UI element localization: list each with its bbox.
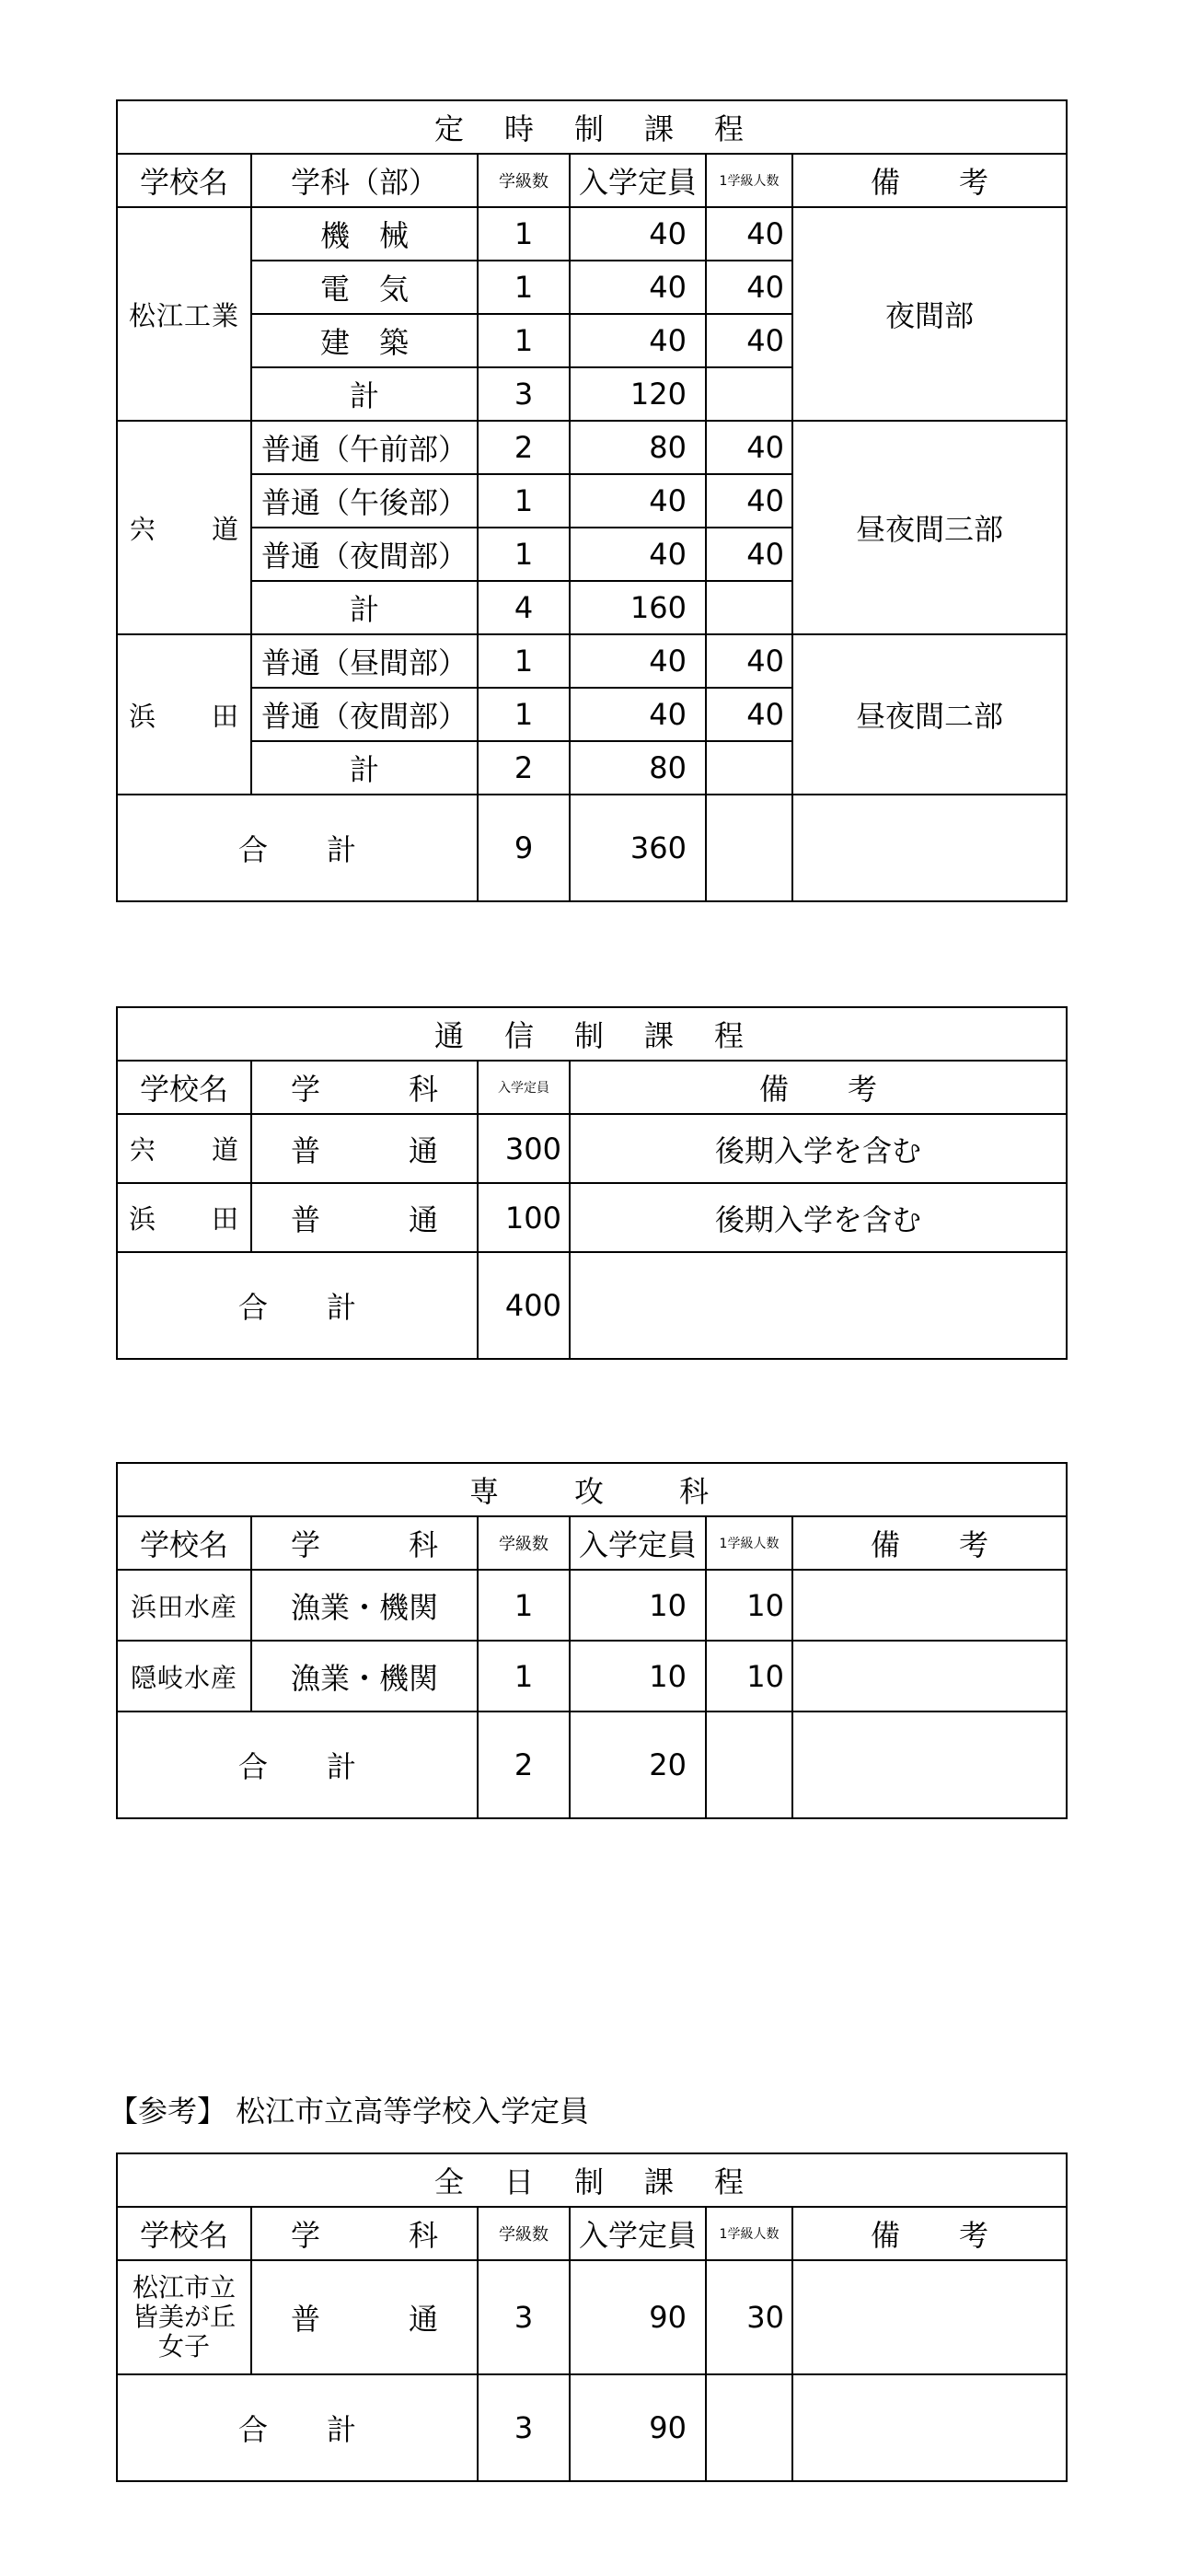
- remarks-cell: 夜間部: [792, 207, 1067, 421]
- empty-cell: [706, 2374, 792, 2481]
- total-row: [117, 1252, 1067, 1359]
- dept-cell: 機 械: [251, 207, 478, 261]
- senko-table: [116, 1462, 1068, 1819]
- school-name: 宍 道: [117, 421, 251, 634]
- total-label: 合 計: [117, 2374, 478, 2481]
- empty-cell: [706, 581, 792, 634]
- capacity-cell: 40: [570, 634, 706, 688]
- total-label: 合 計: [117, 1252, 478, 1359]
- capacity-cell: 90: [570, 2260, 706, 2374]
- capacity-cell: 100: [478, 1183, 570, 1252]
- school-name: 宍 道: [117, 1114, 251, 1183]
- capacity-cell: 40: [570, 688, 706, 741]
- header-school: 学校名: [117, 2207, 251, 2260]
- subtotal-classes: 4: [478, 581, 570, 634]
- total-capacity: 20: [570, 1712, 706, 1818]
- capacity-cell: 40: [570, 261, 706, 314]
- total-classes: 9: [478, 795, 570, 901]
- remarks-cell: [792, 2260, 1067, 2374]
- dept-cell: 普通（午後部）: [251, 474, 478, 528]
- table-row: [117, 421, 1067, 474]
- header-capacity: 入学定員: [570, 1516, 706, 1570]
- total-row: [117, 1712, 1067, 1818]
- subtotal-classes: 2: [478, 741, 570, 795]
- per-class-cell: 10: [706, 1641, 792, 1712]
- header-dept: 学 科: [251, 1061, 478, 1114]
- total-capacity: 400: [478, 1252, 570, 1359]
- total-row: [117, 795, 1067, 901]
- subtotal-label: 計: [251, 741, 478, 795]
- reference-title: 全 日 制 課 程: [117, 2153, 1067, 2207]
- remarks-cell: [792, 1641, 1067, 1712]
- capacity-cell: 40: [570, 528, 706, 581]
- subtotal-capacity: 160: [570, 581, 706, 634]
- classes-cell: 1: [478, 528, 570, 581]
- per-class-cell: 10: [706, 1570, 792, 1641]
- total-capacity: 360: [570, 795, 706, 901]
- header-school: 学校名: [117, 1061, 251, 1114]
- school-name-text: 松江市立皆美が丘女子: [132, 2271, 236, 2362]
- per-class-cell: 40: [706, 207, 792, 261]
- header-remarks: 備 考: [792, 1516, 1067, 1570]
- header-dept: 学科（部）: [251, 154, 478, 207]
- header-classes: 学級数: [478, 154, 570, 207]
- dept-cell: 普 通: [251, 1114, 478, 1183]
- teiji-title: 定 時 制 課 程: [117, 100, 1067, 154]
- header-per-class: 1学級人数: [706, 2207, 792, 2260]
- classes-cell: 1: [478, 314, 570, 367]
- teiji-table: [116, 99, 1068, 902]
- header-remarks: 備 考: [792, 2207, 1067, 2260]
- per-class-cell: 40: [706, 421, 792, 474]
- capacity-cell: 40: [570, 314, 706, 367]
- classes-cell: 2: [478, 421, 570, 474]
- school-name: 隠岐水産: [117, 1641, 251, 1712]
- tsushin-table: [116, 1006, 1068, 1360]
- empty-cell: [706, 741, 792, 795]
- dept-cell: 普通（午前部）: [251, 421, 478, 474]
- classes-cell: 3: [478, 2260, 570, 2374]
- classes-cell: 1: [478, 261, 570, 314]
- dept-cell: 漁業・機関: [251, 1641, 478, 1712]
- subtotal-label: 計: [251, 367, 478, 421]
- header-per-class: 1学級人数: [706, 1516, 792, 1570]
- header-capacity: 入学定員: [478, 1061, 570, 1114]
- empty-cell: [706, 795, 792, 901]
- table-row: [117, 207, 1067, 261]
- header-remarks: 備 考: [792, 154, 1067, 207]
- table-row: [117, 1114, 1067, 1183]
- header-dept: 学 科: [251, 1516, 478, 1570]
- header-school: 学校名: [117, 154, 251, 207]
- subtotal-capacity: 120: [570, 367, 706, 421]
- header-dept: 学 科: [251, 2207, 478, 2260]
- dept-cell: 建 築: [251, 314, 478, 367]
- dept-cell: 普通（昼間部）: [251, 634, 478, 688]
- total-label: 合 計: [117, 795, 478, 901]
- remarks-cell: 後期入学を含む: [570, 1183, 1067, 1252]
- header-classes: 学級数: [478, 2207, 570, 2260]
- classes-cell: 1: [478, 1570, 570, 1641]
- classes-cell: 1: [478, 474, 570, 528]
- school-name: 浜田水産: [117, 1570, 251, 1641]
- school-name: [117, 2260, 251, 2374]
- per-class-cell: 30: [706, 2260, 792, 2374]
- subtotal-capacity: 80: [570, 741, 706, 795]
- remarks-cell: [792, 1570, 1067, 1641]
- tsushin-title: 通 信 制 課 程: [117, 1007, 1067, 1061]
- header-capacity: 入学定員: [570, 154, 706, 207]
- empty-cell: [792, 795, 1067, 901]
- subtotal-classes: 3: [478, 367, 570, 421]
- header-school: 学校名: [117, 1516, 251, 1570]
- table-row: [117, 1183, 1067, 1252]
- capacity-cell: 10: [570, 1641, 706, 1712]
- remarks-cell: 後期入学を含む: [570, 1114, 1067, 1183]
- header-classes: 学級数: [478, 1516, 570, 1570]
- per-class-cell: 40: [706, 688, 792, 741]
- dept-cell: 普通（夜間部）: [251, 528, 478, 581]
- per-class-cell: 40: [706, 261, 792, 314]
- dept-cell: 漁業・機関: [251, 1570, 478, 1641]
- total-row: [117, 2374, 1067, 2481]
- empty-cell: [792, 2374, 1067, 2481]
- empty-cell: [570, 1252, 1067, 1359]
- empty-cell: [706, 367, 792, 421]
- header-per-class: 1学級人数: [706, 154, 792, 207]
- header-capacity: 入学定員: [570, 2207, 706, 2260]
- empty-cell: [792, 1712, 1067, 1818]
- classes-cell: 1: [478, 634, 570, 688]
- capacity-cell: 10: [570, 1570, 706, 1641]
- table-row: [117, 1641, 1067, 1712]
- per-class-cell: 40: [706, 634, 792, 688]
- subtotal-label: 計: [251, 581, 478, 634]
- per-class-cell: 40: [706, 314, 792, 367]
- dept-cell: 電 気: [251, 261, 478, 314]
- school-name: 浜 田: [117, 634, 251, 795]
- table-row: [117, 634, 1067, 688]
- dept-cell: 普通（夜間部）: [251, 688, 478, 741]
- dept-cell: 普 通: [251, 1183, 478, 1252]
- classes-cell: 1: [478, 1641, 570, 1712]
- dept-cell: 普 通: [251, 2260, 478, 2374]
- total-classes: 2: [478, 1712, 570, 1818]
- classes-cell: 1: [478, 207, 570, 261]
- school-name: 浜 田: [117, 1183, 251, 1252]
- capacity-cell: 40: [570, 474, 706, 528]
- capacity-cell: 300: [478, 1114, 570, 1183]
- table-row: [117, 2260, 1067, 2374]
- per-class-cell: 40: [706, 474, 792, 528]
- header-remarks: 備 考: [570, 1061, 1067, 1114]
- empty-cell: [706, 1712, 792, 1818]
- total-classes: 3: [478, 2374, 570, 2481]
- capacity-cell: 40: [570, 207, 706, 261]
- table-row: [117, 1570, 1067, 1641]
- remarks-cell: 昼夜間三部: [792, 421, 1067, 634]
- school-name: 松江工業: [117, 207, 251, 421]
- senko-title: 専 攻 科: [117, 1463, 1067, 1516]
- classes-cell: 1: [478, 688, 570, 741]
- per-class-cell: 40: [706, 528, 792, 581]
- remarks-cell: 昼夜間二部: [792, 634, 1067, 795]
- total-label: 合 計: [117, 1712, 478, 1818]
- reference-table: [116, 2152, 1068, 2482]
- total-capacity: 90: [570, 2374, 706, 2481]
- capacity-cell: 80: [570, 421, 706, 474]
- reference-caption: 【参考】 松江市立高等学校入学定員: [109, 2094, 590, 2129]
